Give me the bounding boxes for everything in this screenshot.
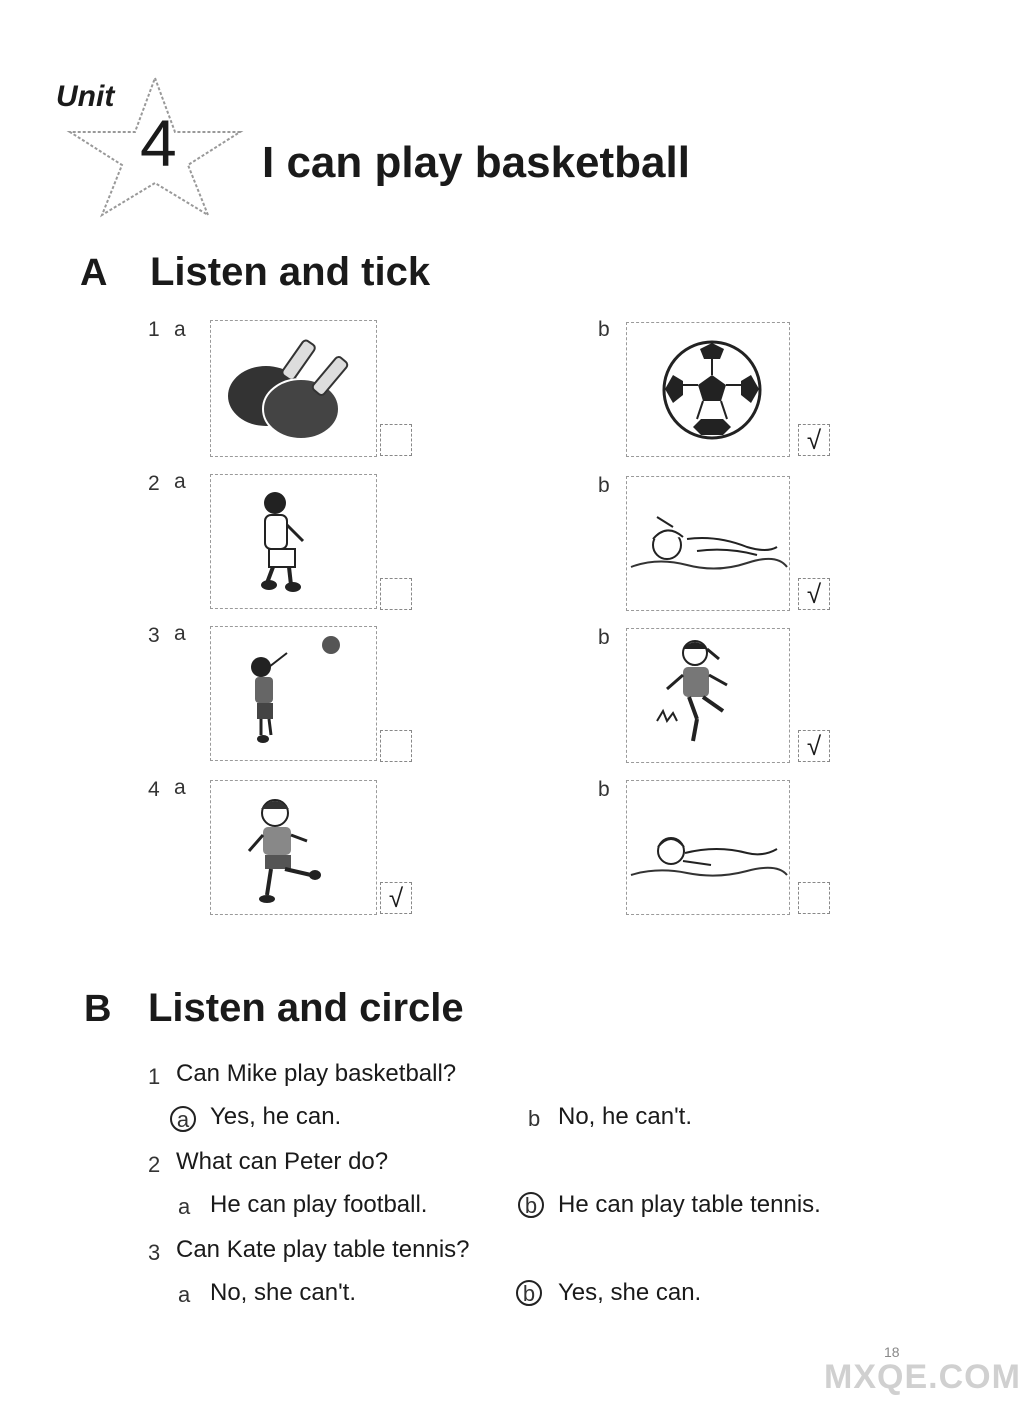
- answer-text: No, she can't.: [210, 1279, 356, 1306]
- football-icon: [627, 323, 789, 456]
- section-b-title: Listen and circle: [148, 986, 464, 1030]
- picture-girl-running: [210, 780, 377, 915]
- answer-letter[interactable]: a: [178, 1282, 191, 1307]
- answer-letter[interactable]: a: [178, 1194, 191, 1219]
- answer-letter[interactable]: b: [528, 1106, 541, 1131]
- tick-box[interactable]: [798, 882, 830, 914]
- option-letter: b: [598, 778, 610, 801]
- picture-girl-playing-volleyball: [210, 626, 377, 761]
- item-number: 3: [148, 624, 160, 647]
- answer-text: Yes, he can.: [210, 1103, 342, 1130]
- tick-box[interactable]: √: [380, 882, 412, 914]
- boy-jumping-icon: [211, 475, 376, 608]
- section-b-letter: B: [84, 988, 112, 1030]
- section-a-title: Listen and tick: [150, 250, 431, 294]
- table-tennis-paddles-icon: [211, 321, 376, 456]
- answer-text: Yes, she can.: [558, 1279, 702, 1306]
- picture-girl-skipping: [626, 628, 790, 763]
- picture-boy-jumping: [210, 474, 377, 609]
- option-letter: b: [598, 626, 610, 649]
- picture-boy-swimming: [626, 476, 790, 611]
- question-number: 3: [148, 1240, 161, 1265]
- page-title: I can play basketball: [262, 138, 690, 187]
- picture-table-tennis-paddles: [210, 320, 377, 457]
- option-letter: a: [174, 318, 186, 341]
- girl-running-icon: [211, 781, 376, 914]
- tick-box[interactable]: √: [798, 424, 830, 456]
- watermark: MXQE.COM: [824, 1358, 1021, 1396]
- option-letter: a: [174, 470, 186, 493]
- tick-box[interactable]: √: [798, 730, 830, 762]
- question-text: Can Mike play basketball?: [176, 1060, 457, 1087]
- option-letter: a: [174, 776, 186, 799]
- item-number: 1: [148, 318, 160, 341]
- question-text: Can Kate play table tennis?: [176, 1236, 470, 1263]
- picture-football: [626, 322, 790, 457]
- item-number: 4: [148, 778, 160, 801]
- picture-girl-swimming: [626, 780, 790, 915]
- question-number: 2: [148, 1152, 161, 1177]
- boy-swimming-icon: [627, 477, 789, 610]
- unit-label: Unit: [56, 80, 115, 113]
- question-text: What can Peter do?: [176, 1148, 389, 1175]
- answer-text: No, he can't.: [558, 1103, 692, 1130]
- tick-box[interactable]: [380, 730, 412, 762]
- tick-box[interactable]: [380, 424, 412, 456]
- option-letter: b: [598, 318, 610, 341]
- answer-text: He can play football.: [210, 1191, 428, 1218]
- item-number: 2: [148, 472, 160, 495]
- question-number: 1: [148, 1064, 161, 1089]
- option-letter: b: [598, 474, 610, 497]
- answer-letter-circled[interactable]: b: [518, 1192, 544, 1218]
- tick-box[interactable]: √: [798, 578, 830, 610]
- page-number: 18: [884, 1344, 900, 1360]
- girl-playing-volleyball-icon: [211, 627, 376, 760]
- answer-letter-circled[interactable]: a: [170, 1106, 196, 1132]
- girl-swimming-icon: [627, 781, 789, 914]
- option-letter: a: [174, 622, 186, 645]
- answer-letter-circled[interactable]: b: [516, 1280, 542, 1306]
- answer-text: He can play table tennis.: [558, 1191, 821, 1218]
- girl-skipping-icon: [627, 629, 789, 762]
- tick-box[interactable]: [380, 578, 412, 610]
- unit-number: 4: [140, 106, 177, 180]
- section-a-letter: A: [80, 252, 108, 294]
